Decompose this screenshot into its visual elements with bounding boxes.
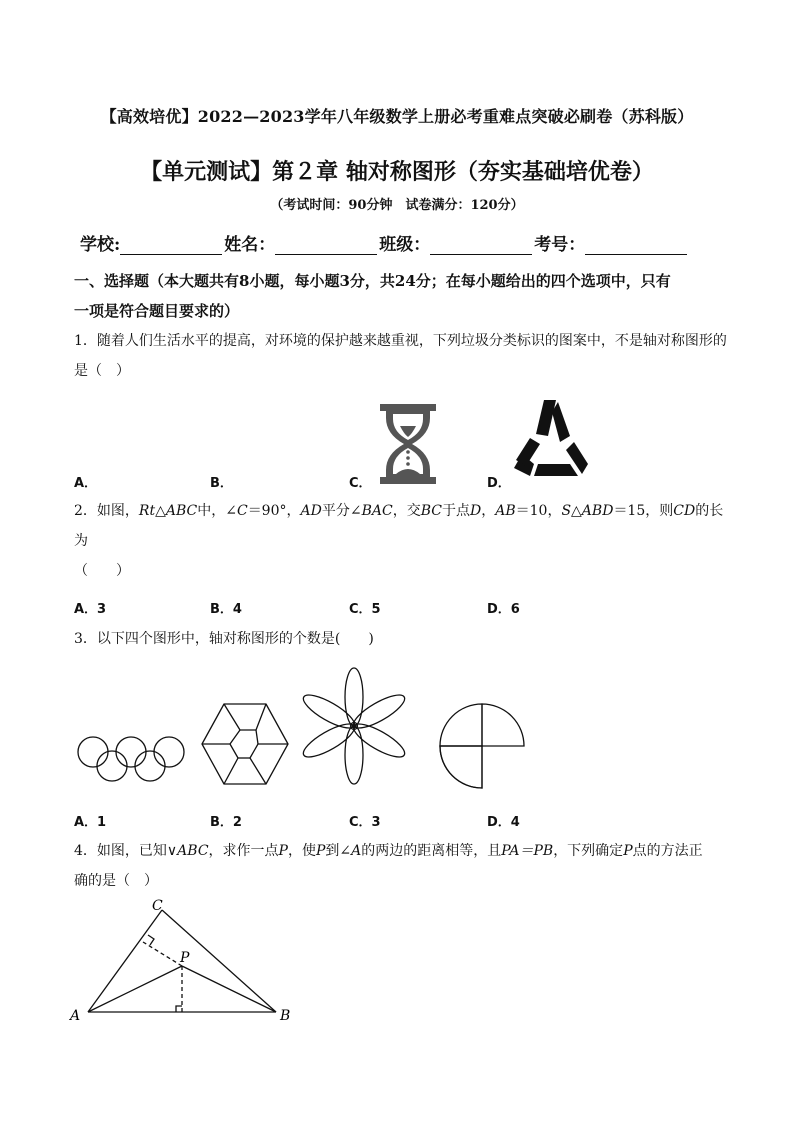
exam-number-label: 考号： (534, 235, 586, 255)
label-b: B (280, 1008, 291, 1024)
school-blank[interactable] (120, 238, 222, 255)
recycle-triangle-icon (512, 398, 590, 478)
q1-option-b[interactable]: B． (210, 476, 233, 491)
label-c: C (152, 898, 163, 914)
exam-number-blank[interactable] (585, 238, 687, 255)
name-blank[interactable] (275, 238, 377, 255)
question-1-line1: 1．随着人们生活水平的提高，对环境的保护越来越重视，下列垃圾分类标识的图案中，不是轴对称图形的 (74, 333, 727, 349)
label-p: P (180, 950, 190, 966)
school-label: 学校: (80, 235, 121, 255)
right-angle-mark-ac (148, 935, 154, 945)
section-heading (74, 266, 734, 326)
question-1-line2: 是（ ） (74, 363, 130, 379)
q3-option-d[interactable]: D．4 (487, 815, 520, 830)
student-info-line (80, 230, 689, 255)
question-3 (74, 624, 734, 654)
section-heading-line1: 一、选择题（本大题共有8小题，每小题3分，共24分；在每小题给出的四个选项中，只有 (74, 272, 671, 290)
rings-figure (74, 734, 190, 784)
question-2-line1: 2．如图，Rt△ABC中，∠C＝90°，AD平分∠BAC，交BC于点D，AB＝10，S△ABD＝15，则CD的长为 (74, 503, 724, 549)
question-4 (74, 836, 734, 896)
side-ac (88, 910, 162, 1012)
segment-pb (182, 966, 276, 1012)
exam-subtitle: （考试时间：90分钟 试卷满分：120分） (270, 198, 524, 213)
q3-option-b[interactable]: B．2 (210, 815, 242, 830)
hourglass-icon (378, 404, 438, 484)
perpendicular-to-ac (143, 942, 182, 966)
section-heading-line2: 一项是符合题目要求的） (74, 302, 240, 320)
question-2 (74, 496, 734, 586)
class-blank[interactable] (430, 238, 532, 255)
q2-option-b[interactable]: B．4 (210, 602, 242, 617)
q2-option-a[interactable]: A．3 (74, 602, 107, 617)
exam-series-header: 【高效培优】2022—2023学年八年级数学上册必考重难点突破必刷卷（苏科版） (100, 107, 694, 126)
q2-option-d[interactable]: D．6 (487, 602, 520, 617)
label-a: A (70, 1008, 81, 1024)
pinwheel-figure (436, 700, 528, 792)
right-angle-mark-ab (176, 1006, 182, 1012)
class-label: 班级： (379, 235, 431, 255)
segment-ap (88, 966, 182, 1012)
six-petal-flower-figure (302, 666, 406, 786)
question-1 (74, 326, 734, 386)
q1-option-d[interactable]: D． (487, 476, 511, 491)
question-2-line2: （ ） (74, 563, 130, 579)
hexagon-swirl-figure (200, 702, 290, 786)
q3-option-a[interactable]: A．1 (74, 815, 107, 830)
q3-option-c[interactable]: C．3 (349, 815, 381, 830)
question-3-line1: 3．以下四个图形中，轴对称图形的个数是( ) (74, 631, 374, 647)
q1-option-c[interactable]: C． (349, 476, 372, 491)
question-4-line1: 4．如图，已知∨ABC，求作一点P，使P到∠A的两边的距离相等，且PA＝PB，下列确定P点的方法正 (74, 843, 703, 859)
q1-option-a[interactable]: A． (74, 476, 98, 491)
page-title: 【单元测试】第２章 轴对称图形（夯实基础培优卷） (140, 160, 654, 185)
name-label: 姓名： (224, 235, 276, 255)
question-4-line2: 确的是（ ） (74, 873, 158, 889)
q2-option-c[interactable]: C．5 (349, 602, 381, 617)
triangle-abc-figure (66, 894, 302, 1026)
